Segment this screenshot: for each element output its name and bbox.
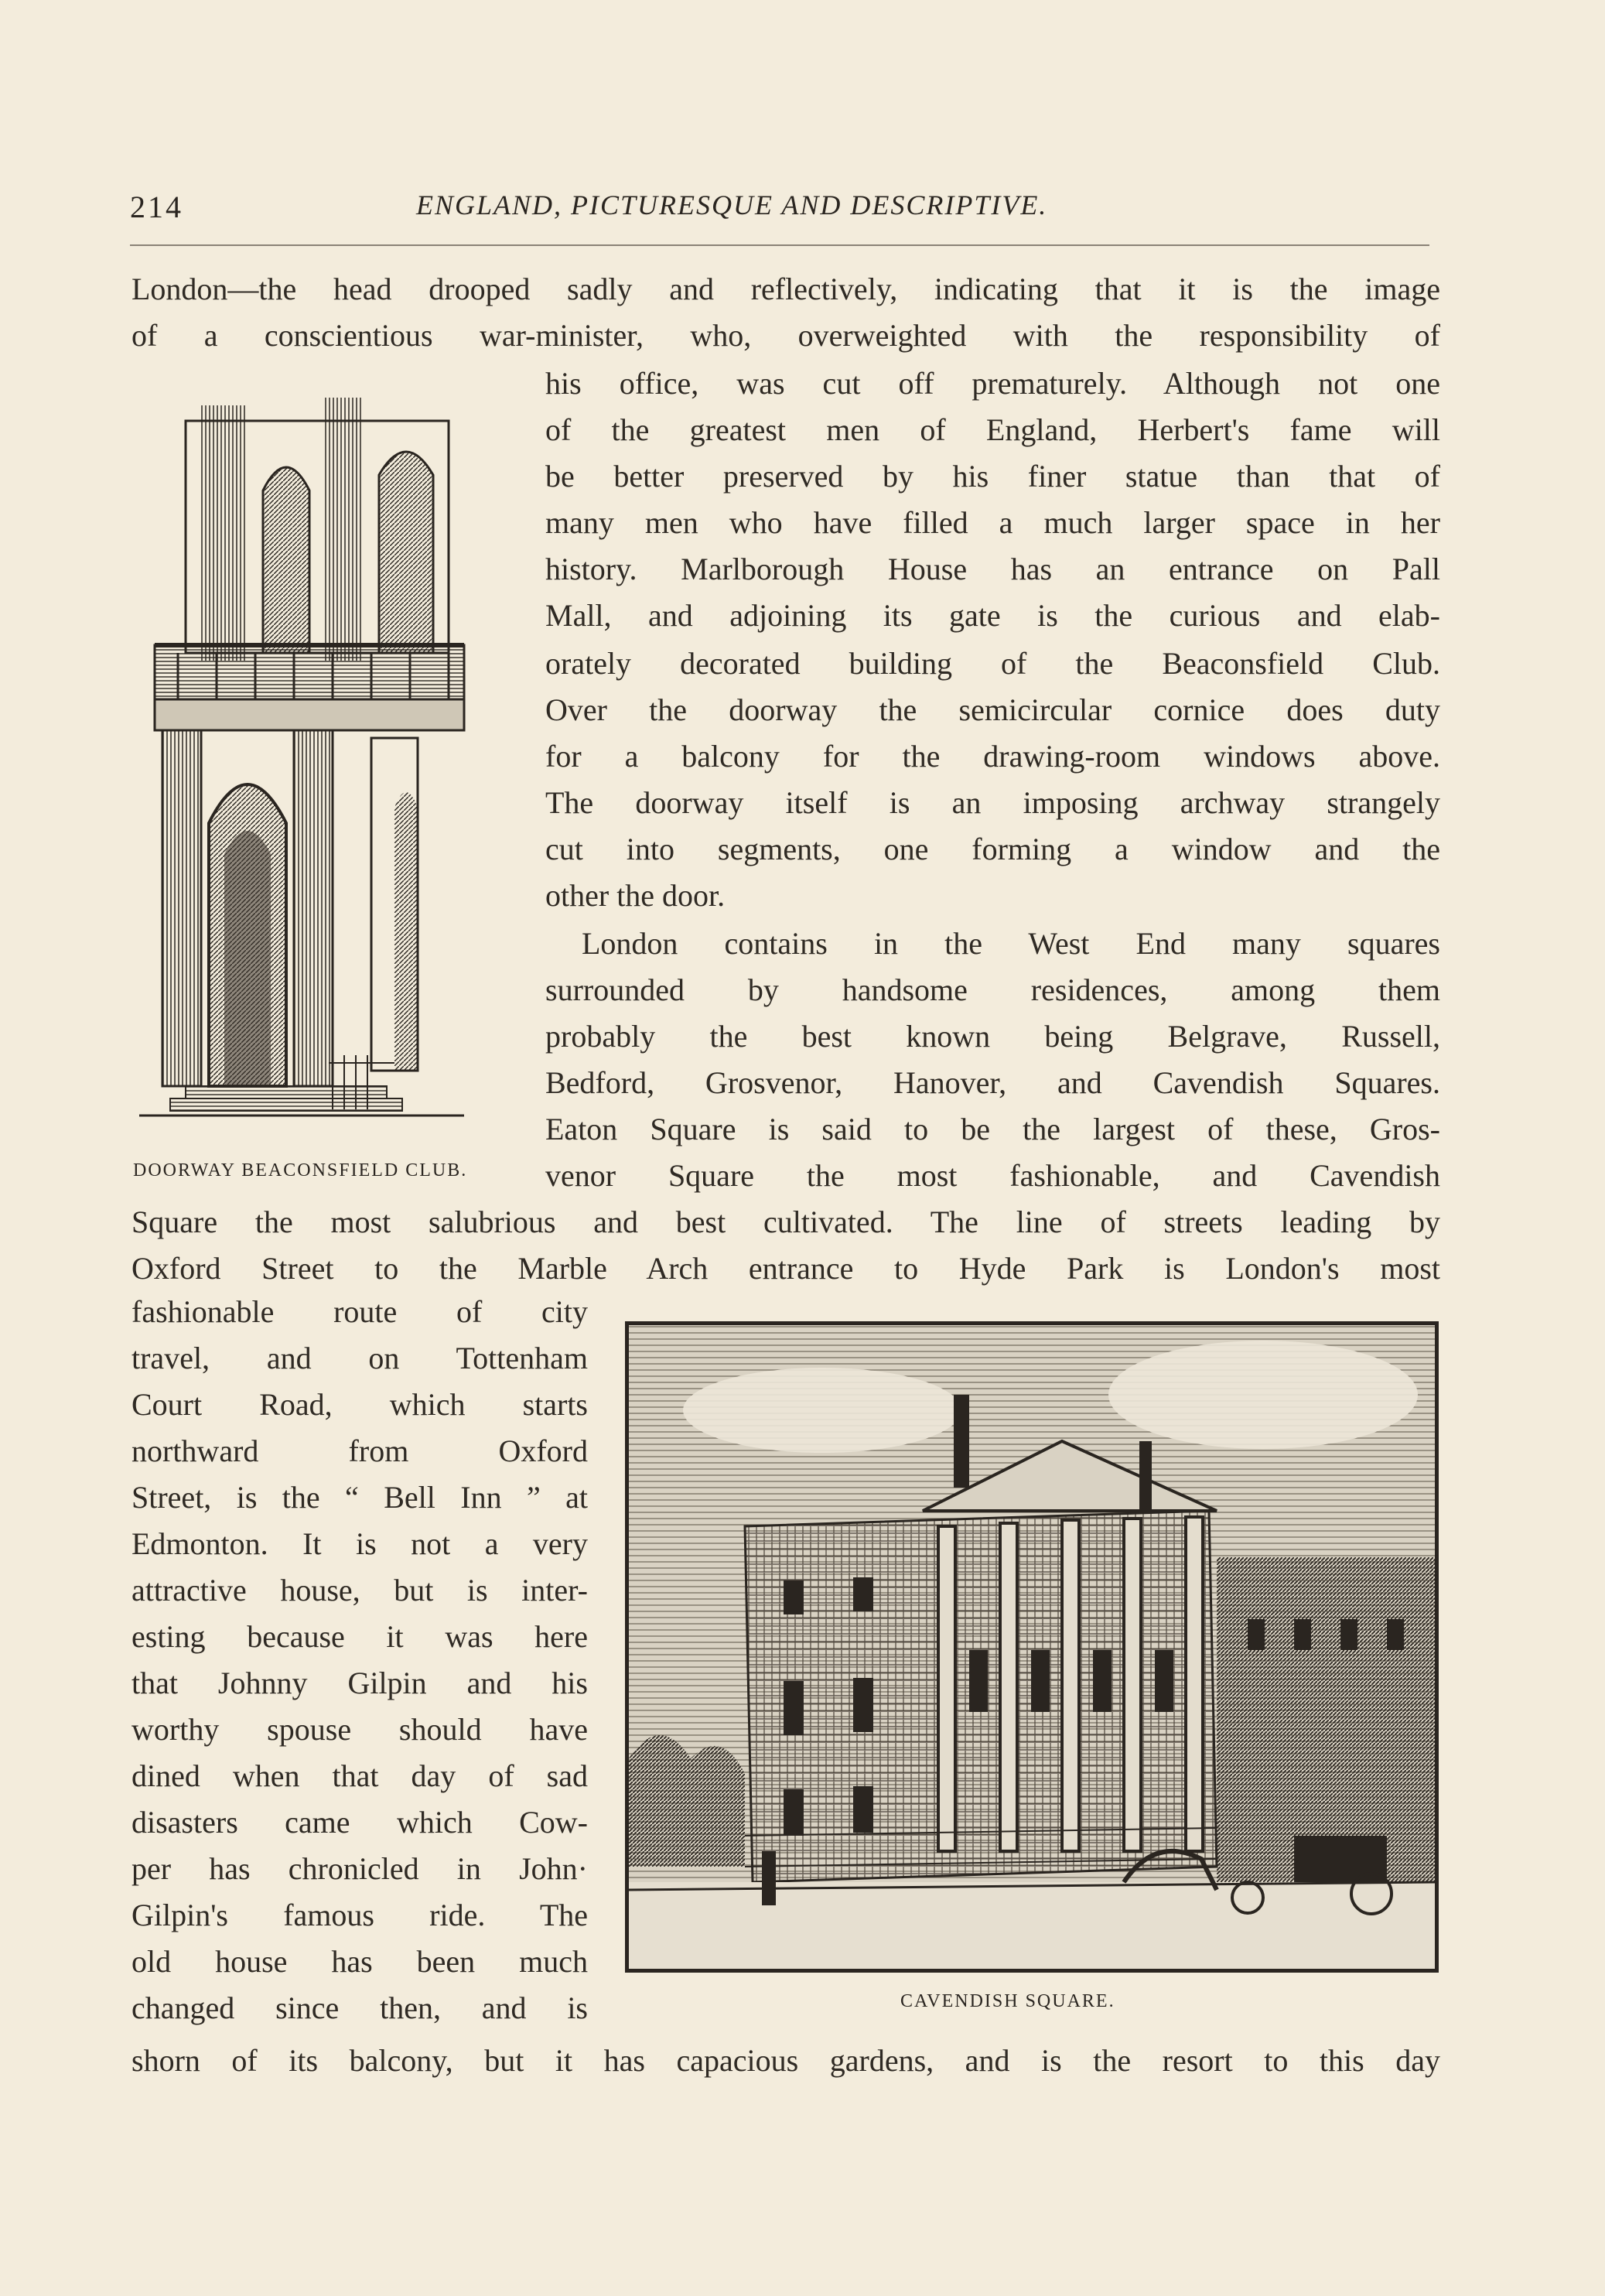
- body-line: London—the head drooped sadly and reflectively, indicating that it is the image: [131, 272, 1440, 306]
- body-line: per has chronicled in John·: [131, 1851, 588, 1886]
- cavendish-engraving-svg: [629, 1325, 1435, 1969]
- body-line: Gilpin's famous ride. The: [131, 1898, 588, 1932]
- body-line: other the door.: [545, 878, 726, 913]
- body-line: esting because it was here: [131, 1619, 588, 1654]
- body-line: London contains in the West End many squares: [582, 926, 1440, 961]
- body-line: cut into segments, one forming a window and the: [545, 832, 1440, 866]
- body-line: Street, is the “ Bell Inn ” at: [131, 1480, 588, 1515]
- body-line: shorn of its balcony, but it has capacious gardens, and is the resort to this day: [131, 2043, 1440, 2078]
- body-line: Mall, and adjoining its gate is the curious and elab-: [545, 598, 1440, 633]
- body-line: many men who have filled a much larger space in her: [545, 505, 1440, 540]
- body-line: probably the best known being Belgrave, Russell,: [545, 1019, 1440, 1054]
- body-line: of a conscientious war-minister, who, overweighted with the responsibility of: [131, 318, 1440, 353]
- body-line: travel, and on Tottenham: [131, 1341, 588, 1375]
- body-line: Bedford, Grosvenor, Hanover, and Cavendish Squares.: [545, 1065, 1440, 1100]
- body-line: surrounded by handsome residences, among them: [545, 972, 1440, 1007]
- body-line: disasters came which Cow-: [131, 1805, 588, 1840]
- cavendish-caption: CAVENDISH SQUARE.: [900, 1991, 1115, 2011]
- page-header: [130, 189, 1429, 235]
- running-title: ENGLAND, PICTURESQUE AND DESCRIPTIVE.: [416, 190, 1048, 220]
- cavendish-square-illustration: [625, 1321, 1439, 1973]
- body-line: dined when that day of sad: [131, 1758, 588, 1793]
- doorway-engraving-svg: [139, 374, 511, 1148]
- body-line: his office, was cut off prematurely. Although not one: [545, 366, 1440, 401]
- body-line: The doorway itself is an imposing archway strangely: [545, 785, 1440, 820]
- body-line: Oxford Street to the Marble Arch entrance to Hyde Park is London's most: [131, 1251, 1440, 1286]
- body-line: Edmonton. It is not a very: [131, 1526, 588, 1561]
- body-line: for a balcony for the drawing-room windows above.: [545, 739, 1440, 774]
- body-line: venor Square the most fashionable, and Cavendish: [545, 1158, 1440, 1193]
- body-line: northward from Oxford: [131, 1433, 588, 1468]
- body-line: be better preserved by his finer statue than that of: [545, 459, 1440, 494]
- body-line: Court Road, which starts: [131, 1387, 588, 1422]
- body-line: attractive house, but is inter-: [131, 1573, 588, 1608]
- body-line: history. Marlborough House has an entrance on Pall: [545, 552, 1440, 586]
- body-line: Over the doorway the semicircular cornice does duty: [545, 692, 1440, 727]
- body-line: of the greatest men of England, Herbert's fame will: [545, 412, 1440, 447]
- body-line: worthy spouse should have: [131, 1712, 588, 1747]
- body-line: that Johnny Gilpin and his: [131, 1666, 588, 1700]
- page-number: 214: [130, 190, 183, 224]
- body-line: old house has been much: [131, 1944, 588, 1979]
- body-line: fashionable route of city: [131, 1294, 588, 1329]
- doorway-illustration: [139, 374, 511, 1148]
- body-line: Eaton Square is said to be the largest of these, Gros-: [545, 1112, 1440, 1146]
- doorway-caption: DOORWAY BEACONSFIELD CLUB.: [133, 1160, 468, 1180]
- header-rule: [130, 244, 1429, 246]
- body-line: orately decorated building of the Beaconsfield Club.: [545, 646, 1440, 681]
- body-line: changed since then, and is: [131, 1990, 588, 2025]
- body-line: Square the most salubrious and best cultivated. The line of streets leading by: [131, 1204, 1440, 1239]
